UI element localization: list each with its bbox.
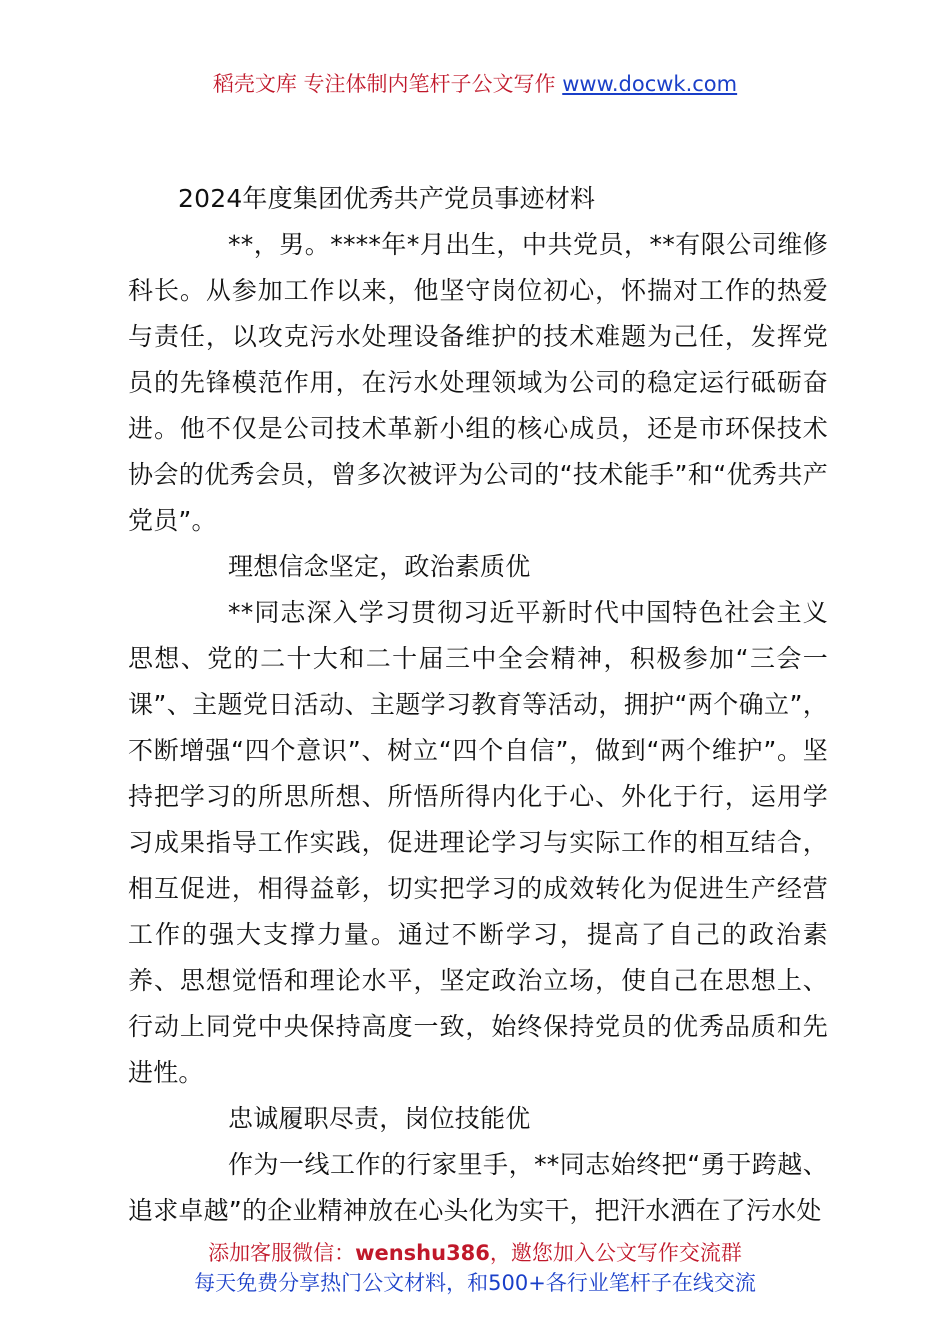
document-body	[128, 176, 828, 1234]
footer-prefix: 添加客服微信：	[208, 1241, 356, 1265]
header-url-link[interactable]: www.docwk.com	[562, 72, 738, 96]
section-body-1: **同志深入学习贯彻习近平新时代中国特色社会主义思想、党的二十大和二十届三中全会精神，积极参加“三会一课”、主题党日活动、主题学习教育等活动，拥护“两个确立”，不断增强“四个意识”、树立“四个自信”，做到“两个维护”。坚持把学习的所思所想、所悟所得内化于心、外化于行，运用学习成果指导工作实践，促进理论学习与实际工作的相互结合，相互促进，相得益彰，切实把学习的成效转化为促进生产经营工作的强大支撑力量。通过不断学习，提高了自己的政治素养、思想觉悟和理论水平，坚定政治立场，使自己在思想上、行动上同党中央保持高度一致，始终保持党员的优秀品质和先进性。	[128, 598, 828, 1087]
watermark-header	[0, 68, 950, 100]
promo-footer	[0, 1238, 950, 1298]
footer-line-1	[0, 1238, 950, 1268]
section-body-2: 作为一线工作的行家里手，**同志始终把“勇于跨越、追求卓越”的企业精神放在心头化为实干，把汗水洒在了污水处	[128, 1150, 828, 1225]
footer-line-2: 每天免费分享热门公文材料，和500+各行业笔杆子在线交流	[194, 1271, 756, 1295]
section-heading-1: 理想信念坚定，政治素质优	[228, 552, 531, 581]
header-brand: 稻壳文库 专注体制内笔杆子公文写作	[212, 72, 556, 96]
intro-paragraph: **，男。****年*月出生，中共党员，**有限公司维修科长。从参加工作以来，他坚守岗位初心，怀揣对工作的热爱与责任，以攻克污水处理设备维护的技术难题为己任，发挥党员的先锋模范作用，在污水处理领域为公司的稳定运行砥砺奋进。他不仅是公司技术革新小组的核心成员，还是市环保技术协会的优秀会员，曾多次被评为公司的“技术能手”和“优秀共产党员”。	[128, 230, 828, 535]
section-heading-2: 忠诚履职尽责，岗位技能优	[228, 1104, 531, 1133]
document-title: 2024年度集团优秀共产党员事迹材料	[178, 184, 596, 213]
footer-suffix: ，邀您加入公文写作交流群	[489, 1241, 742, 1265]
wechat-id: wenshu386	[355, 1241, 490, 1265]
